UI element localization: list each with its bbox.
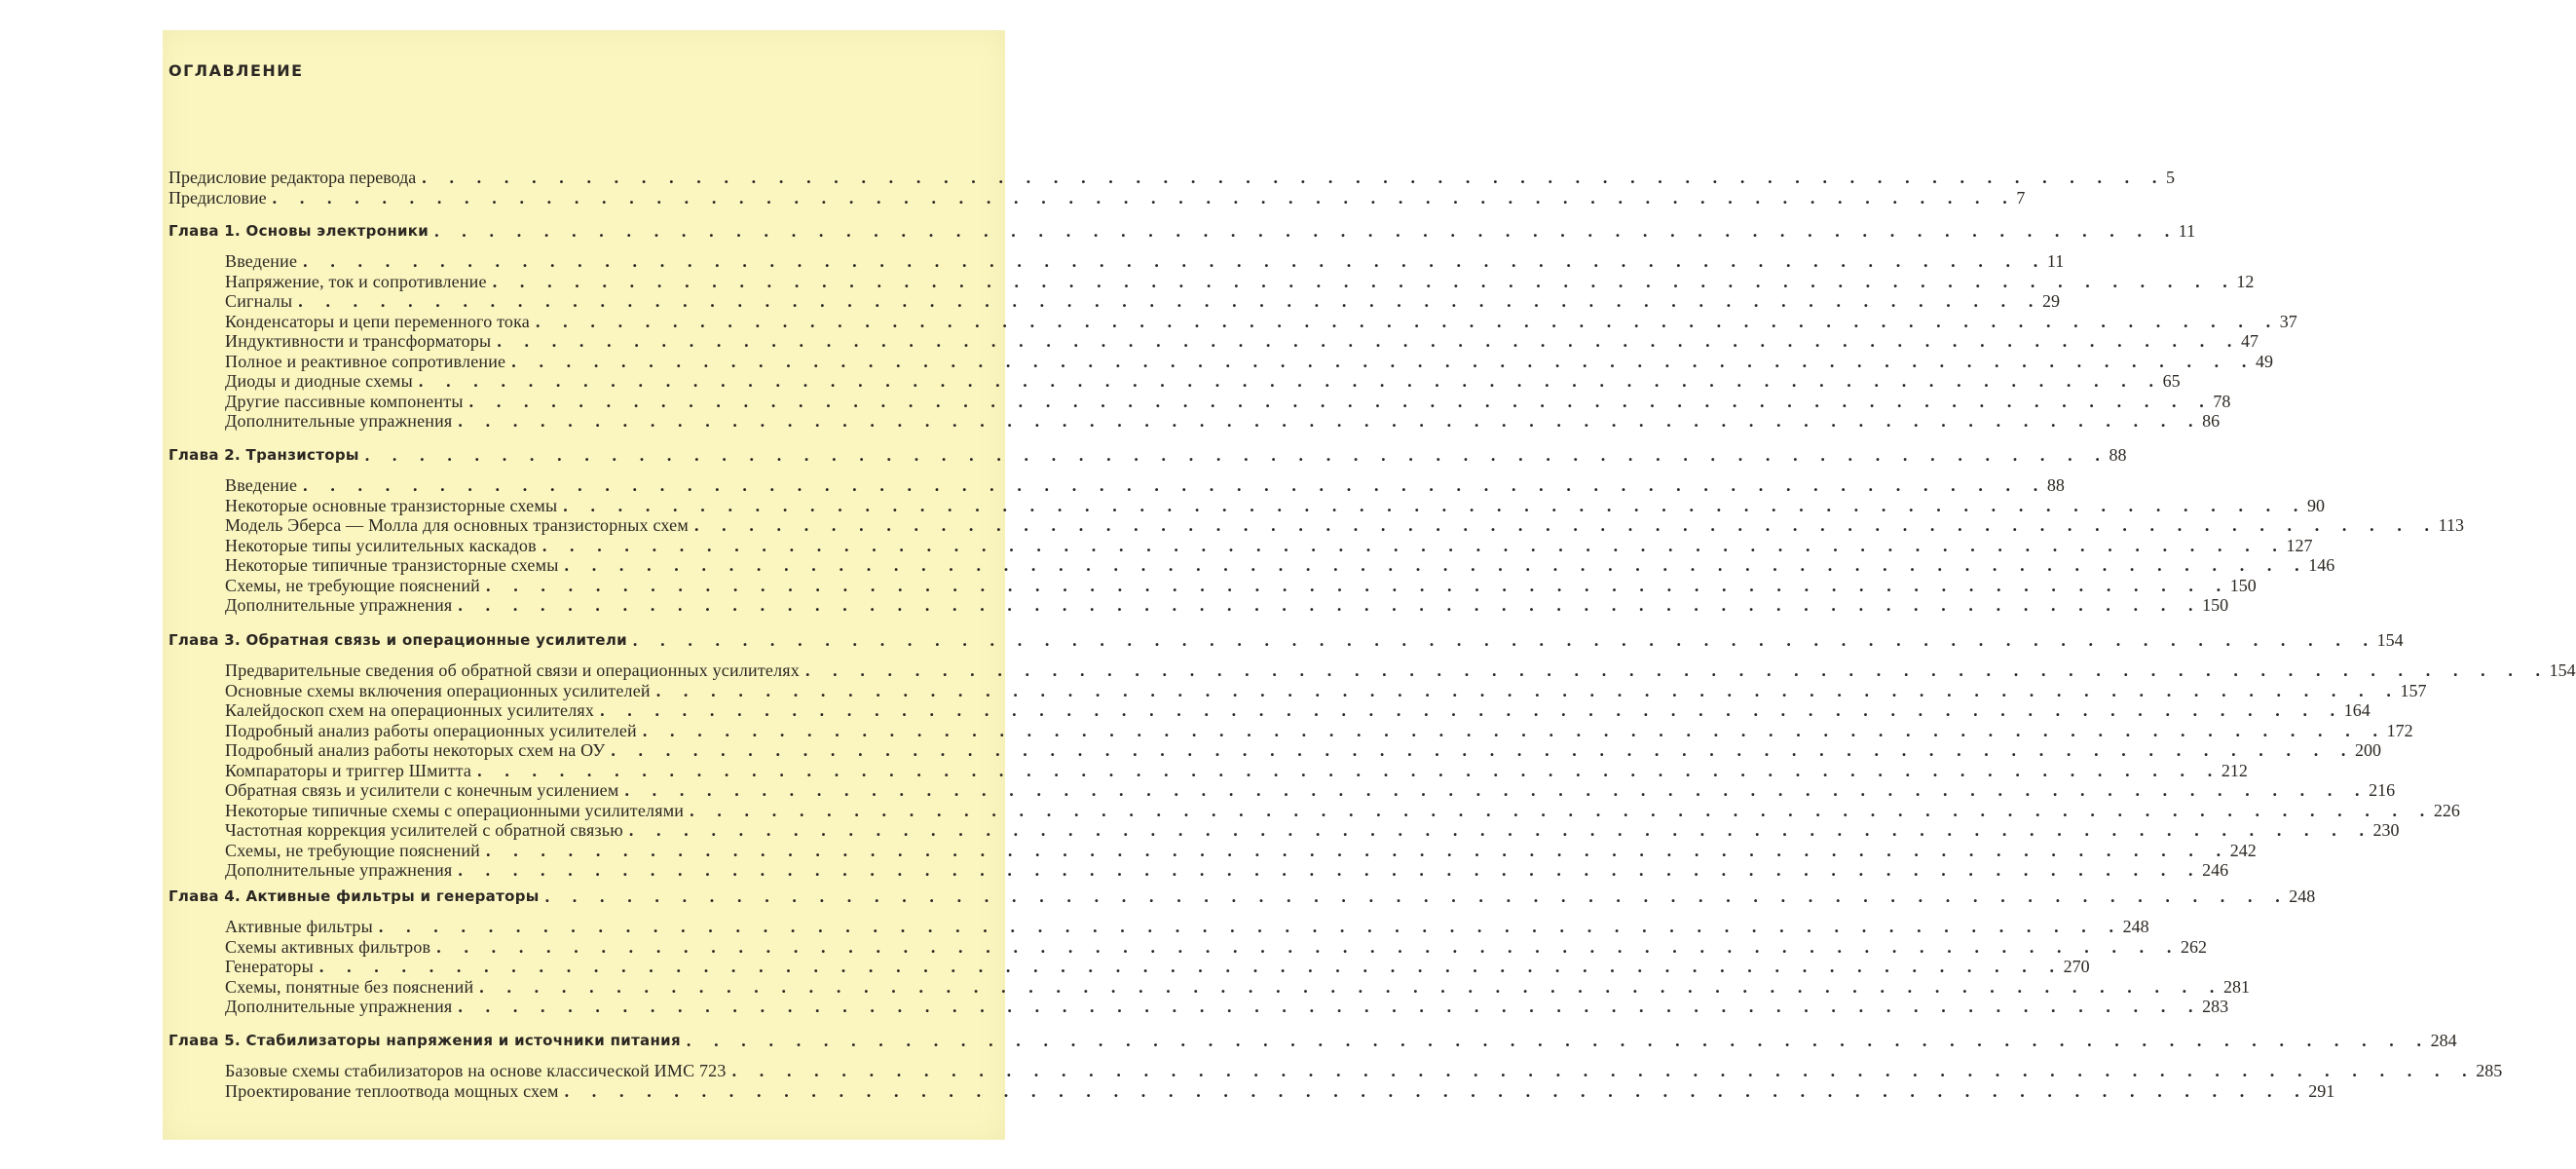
dot-leader: . . . . . . . . . . . . . . . . . . . . . . . . . . . . . . . . . . . . . . . . . . . . . . . . . . . . . . . . . . . . . . . .	[468, 391, 2214, 411]
toc-entry-section-page: 37	[2279, 311, 2297, 331]
dot-leader: . . . . . . . . . . . . . . . . . . . . . . . . . . . . . . . . . . . . . . . . . . . . . . . . . . . . . . . . . . . . . . . .	[686, 1031, 2431, 1050]
dot-leader: . . . . . . . . . . . . . . . . . . . . . . . . . . . . . . . . . . . . . . . . . . . . . . . . . . . . . . . . . . . . . . . .	[600, 700, 2344, 720]
toc-entry-chapter-title: Глава 4. Активные фильтры и генераторы	[168, 887, 540, 905]
toc-entry-section-page: 113	[2438, 515, 2464, 535]
toc-entry-section-title: Индуктивности и трансформаторы	[225, 331, 492, 351]
toc-entry-section	[225, 957, 2090, 976]
dot-leader: . . . . . . . . . . . . . . . . . . . . . . . . . . . . . . . . . . . . . . . . . . . . . . . . . . . . . . . . . . . . . . . .	[303, 475, 2047, 495]
toc-entry-chapter-title: Глава 3. Обратная связь и операционные усилители	[168, 631, 627, 649]
dot-leader: . . . . . . . . . . . . . . . . . . . . . . . . . . . . . . . . . . . . . . . . . . . . . . . . . . . . . . . . . . . . . . . .	[418, 371, 2163, 391]
toc-entry-section-page: 291	[2308, 1080, 2335, 1101]
toc-entry-section-title: Базовые схемы стабилизаторов на основе классической ИМС 723	[225, 1061, 727, 1080]
toc-entry-section-page: 285	[2476, 1061, 2503, 1080]
dot-leader: . . . . . . . . . . . . . . . . . . . . . . . . . . . . . . . . . . . . . . . . . . . . . . . . . . . . . . . . . . . . . . . .	[458, 860, 2203, 880]
toc-entry-section	[225, 495, 2325, 515]
toc-entry-section	[225, 680, 2427, 700]
dot-leader: . . . . . . . . . . . . . . . . . . . . . . . . . . . . . . . . . . . . . . . . . . . . . . . . . . . . . . . . . . . . . . . .	[693, 515, 2439, 535]
toc-entry-section	[225, 760, 2248, 780]
dot-leader: . . . . . . . . . . . . . . . . . . . . . . . . . . . . . . . . . . . . . . . . . . . . . . . . . . . . . . . . . . . . . . . .	[477, 760, 2221, 780]
toc-entry-section-page: 230	[2372, 820, 2400, 840]
toc-entry-section-page: 47	[2241, 331, 2259, 351]
toc-entry-section	[225, 820, 2400, 840]
toc-entry-section	[225, 780, 2396, 800]
toc-entry-section-title: Полное и реактивное сопротивление	[225, 351, 506, 371]
toc-entry-section-page: 150	[2202, 595, 2229, 615]
toc-entry-section-page: 90	[2306, 495, 2325, 515]
toc-entry-section	[225, 271, 2255, 291]
toc-entry-section-title: Предварительные сведения об обратной связи и операционных усилителях	[225, 660, 800, 680]
toc-entry-section-title: Схемы, не требующие пояснений	[225, 575, 481, 595]
toc-entry-chapter	[168, 445, 2127, 465]
toc-entry-section-page: 212	[2221, 760, 2248, 780]
toc-entry-section-page: 65	[2162, 371, 2181, 391]
dot-leader: . . . . . . . . . . . . . . . . . . . . . . . . . . . . . . . . . . . . . . . . . . . . . . . . . . . . . . . . . . . . . . . .	[434, 221, 2179, 241]
toc-entry-section	[225, 371, 2181, 391]
toc-entry-section-page: 12	[2236, 271, 2255, 291]
toc-entry-section-title: Диоды и диодные схемы	[225, 371, 413, 391]
toc-entry-chapter-page: 248	[2289, 886, 2316, 906]
dot-leader: . . . . . . . . . . . . . . . . . . . . . . . . . . . . . . . . . . . . . . . . . . . . . . . . . . . . . . . . . . . . . . . .	[804, 660, 2550, 680]
dot-leader: . . . . . . . . . . . . . . . . . . . . . . . . . . . . . . . . . . . . . . . . . . . . . . . . . . . . . . . . . . . . . . . .	[564, 1080, 2309, 1101]
toc-entry-section-page: 78	[2213, 391, 2231, 411]
dot-leader: . . . . . . . . . . . . . . . . . . . . . . . . . . . . . . . . . . . . . . . . . . . . . . . . . . . . . . . . . . . . . . . .	[511, 351, 2256, 371]
toc-entry-section-title: Некоторые типичные транзисторные схемы	[225, 555, 559, 575]
toc-entry-section	[225, 515, 2464, 535]
toc-entry-section-title: Другие пассивные компоненты	[225, 391, 464, 411]
toc-entry-section	[225, 311, 2297, 331]
toc-entry-chapter	[168, 221, 2196, 241]
dot-leader: . . . . . . . . . . . . . . . . . . . . . . . . . . . . . . . . . . . . . . . . . . . . . . . . . . . . . . . . . . . . . . . .	[564, 555, 2309, 575]
dot-leader: . . . . . . . . . . . . . . . . . . . . . . . . . . . . . . . . . . . . . . . . . . . . . . . . . . . . . . . . . . . . . . . .	[486, 575, 2230, 595]
toc-entry-section-title: Схемы активных фильтров	[225, 936, 431, 957]
toc-entry-chapter-page: 154	[2376, 630, 2404, 650]
toc-entry-section-page: 86	[2202, 411, 2221, 431]
toc-entry-section-page: 49	[2255, 351, 2273, 371]
toc-entry-section-title: Основные схемы включения операционных усилителей	[225, 680, 651, 700]
toc-entry-chapter-page: 284	[2430, 1031, 2457, 1050]
dot-leader: . . . . . . . . . . . . . . . . . . . . . . . . . . . . . . . . . . . . . . . . . . . . . . . . . . . . . . . . . . . . . . . .	[642, 720, 2387, 740]
toc-entry-section	[225, 475, 2065, 495]
toc-entry-section-title: Частотная коррекция усилителей с обратной связью	[225, 820, 623, 840]
toc-entry-section-page: 242	[2229, 840, 2257, 860]
toc-entry-section-page: 88	[2046, 475, 2065, 495]
dot-leader: . . . . . . . . . . . . . . . . . . . . . . . . . . . . . . . . . . . . . . . . . . . . . . . . . . . . . . . . . . . . . . . .	[364, 445, 2109, 465]
toc-entry-chapter	[168, 886, 2316, 906]
toc-entry-section-title: Некоторые основные транзисторные схемы	[225, 495, 558, 515]
toc-entry-chapter-title: Глава 5. Стабилизаторы напряжения и источники питания	[168, 1032, 681, 1049]
dot-leader: . . . . . . . . . . . . . . . . . . . . . . . . . . . . . . . . . . . . . . . . . . . . . . . . . . . . . . . . . . . . . . . .	[690, 800, 2434, 820]
toc-entry-section	[225, 720, 2413, 740]
toc-entry-section-page: 164	[2343, 700, 2371, 720]
toc-entry-section-page: 150	[2229, 575, 2257, 595]
toc-entry-section-title: Сигналы	[225, 291, 293, 311]
toc-entry-front-page: 5	[2165, 168, 2175, 187]
toc-entry-section	[225, 800, 2460, 820]
dot-leader: . . . . . . . . . . . . . . . . . . . . . . . . . . . . . . . . . . . . . . . . . . . . . . . . . . . . . . . . . . . . . . . .	[535, 311, 2280, 331]
toc-entry-section-page: 11	[2046, 251, 2065, 271]
toc-entry-section-page: 157	[2400, 680, 2427, 700]
dot-leader: . . . . . . . . . . . . . . . . . . . . . . . . . . . . . . . . . . . . . . . . . . . . . . . . . . . . . . . . . . . . . . . .	[378, 917, 2123, 936]
dot-leader: . . . . . . . . . . . . . . . . . . . . . . . . . . . . . . . . . . . . . . . . . . . . . . . . . . . . . . . . . . . . . . . .	[436, 936, 2181, 957]
dot-leader: . . . . . . . . . . . . . . . . . . . . . . . . . . . . . . . . . . . . . . . . . . . . . . . . . . . . . . . . . . . . . . . .	[632, 630, 2377, 650]
toc-entry-section-page: 154	[2549, 660, 2576, 680]
toc-entry-section-page: 248	[2122, 917, 2149, 936]
toc-entry-section	[225, 251, 2065, 271]
toc-entry-section-title: Компараторы и триггер Шмитта	[225, 760, 472, 780]
dot-leader: . . . . . . . . . . . . . . . . . . . . . . . . . . . . . . . . . . . . . . . . . . . . . . . . . . . . . . . . . . . . . . . .	[611, 740, 2356, 760]
dot-leader: . . . . . . . . . . . . . . . . . . . . . . . . . . . . . . . . . . . . . . . . . . . . . . . . . . . . . . . . . . . . . . . .	[298, 291, 2042, 311]
toc-entry-front-title: Предисловие редактора перевода	[168, 168, 417, 187]
toc-entry-section	[225, 595, 2229, 615]
dot-leader: . . . . . . . . . . . . . . . . . . . . . . . . . . . . . . . . . . . . . . . . . . . . . . . . . . . . . . . . . . . . . . . .	[303, 251, 2047, 271]
dot-leader: . . . . . . . . . . . . . . . . . . . . . . . . . . . . . . . . . . . . . . . . . . . . . . . . . . . . . . . . . . . . . . . .	[497, 331, 2242, 351]
toc-entry-section-title: Дополнительные упражнения	[225, 997, 453, 1016]
toc-entry-section-title: Схемы, понятные без пояснений	[225, 976, 474, 997]
toc-entry-section	[225, 331, 2259, 351]
toc-entry-section-title: Подробный анализ работы некоторых схем на ОУ	[225, 740, 606, 760]
toc-entry-section-title: Схемы, не требующие пояснений	[225, 840, 481, 860]
toc-entry-section-page: 216	[2369, 780, 2396, 800]
dot-leader: . . . . . . . . . . . . . . . . . . . . . . . . . . . . . . . . . . . . . . . . . . . . . . . . . . . . . . . . . . . . . . . .	[563, 495, 2307, 515]
page-title: ОГЛАВЛЕНИЕ	[168, 61, 304, 80]
toc-entry-section-page: 281	[2222, 976, 2250, 997]
toc-entry-section-title: Обратная связь и усилители с конечным усилением	[225, 780, 619, 800]
book-page	[163, 30, 2576, 1140]
toc-entry-front-page: 7	[2016, 188, 2026, 207]
toc-entry-front-title: Предисловие	[168, 188, 267, 207]
toc-entry-section-page: 200	[2355, 740, 2382, 760]
toc-entry-section	[225, 840, 2257, 860]
dot-leader: . . . . . . . . . . . . . . . . . . . . . . . . . . . . . . . . . . . . . . . . . . . . . . . . . . . . . . . . . . . . . . . .	[458, 997, 2203, 1016]
toc-entry-section	[225, 391, 2231, 411]
toc-entry-section-title: Дополнительные упражнения	[225, 411, 453, 431]
dot-leader: . . . . . . . . . . . . . . . . . . . . . . . . . . . . . . . . . . . . . . . . . . . . . . . . . . . . . . . . . . . . . . . .	[458, 411, 2203, 431]
toc-entry-section-title: Напряжение, ток и сопротивление	[225, 271, 487, 291]
toc-entry-section	[225, 860, 2229, 880]
dot-leader: . . . . . . . . . . . . . . . . . . . . . . . . . . . . . . . . . . . . . . . . . . . . . . . . . . . . . . . . . . . . . . . .	[479, 976, 2223, 997]
toc-entry-front	[168, 168, 2175, 187]
toc-entry-section	[225, 291, 2060, 311]
toc-entry-section	[225, 740, 2382, 760]
toc-entry-section	[225, 976, 2250, 997]
toc-entry-section-page: 172	[2386, 720, 2413, 740]
dot-leader: . . . . . . . . . . . . . . . . . . . . . . . . . . . . . . . . . . . . . . . . . . . . . . . . . . . . . . . . . . . . . . . .	[318, 957, 2064, 976]
toc-entry-section	[225, 535, 2313, 555]
toc-entry-section	[225, 700, 2371, 720]
toc-entry-chapter	[168, 1031, 2457, 1050]
toc-entry-section-title: Введение	[225, 251, 298, 271]
toc-entry-section-title: Дополнительные упражнения	[225, 860, 453, 880]
dot-leader: . . . . . . . . . . . . . . . . . . . . . . . . . . . . . . . . . . . . . . . . . . . . . . . . . . . . . . . . . . . . . . . .	[624, 780, 2370, 800]
toc-entry-section-title: Введение	[225, 475, 298, 495]
toc-entry-section-title: Подробный анализ работы операционных усилителей	[225, 720, 637, 740]
toc-entry-section-title: Модель Эберса — Молла для основных транзисторных схем	[225, 515, 689, 535]
toc-entry-section-title: Дополнительные упражнения	[225, 595, 453, 615]
toc-entry-section	[225, 997, 2229, 1016]
toc-entry-section-title: Активные фильтры	[225, 917, 373, 936]
dot-leader: . . . . . . . . . . . . . . . . . . . . . . . . . . . . . . . . . . . . . . . . . . . . . . . . . . . . . . . . . . . . . . . .	[655, 680, 2401, 700]
toc-entry-section	[225, 660, 2576, 680]
toc-entry-section-page: 146	[2308, 555, 2335, 575]
toc-entry-section-title: Калейдоскоп схем на операционных усилителях	[225, 700, 595, 720]
dot-leader: . . . . . . . . . . . . . . . . . . . . . . . . . . . . . . . . . . . . . . . . . . . . . . . . . . . . . . . . . . . . . . . .	[544, 886, 2290, 906]
dot-leader: . . . . . . . . . . . . . . . . . . . . . . . . . . . . . . . . . . . . . . . . . . . . . . . . . . . . . . . . . . . . . . . .	[458, 595, 2203, 615]
dot-leader: . . . . . . . . . . . . . . . . . . . . . . . . . . . . . . . . . . . . . . . . . . . . . . . . . . . . . . . . . . . . . . . .	[486, 840, 2230, 860]
toc-entry-chapter-page: 88	[2109, 445, 2127, 465]
toc-entry-section	[225, 575, 2257, 595]
toc-entry-section	[225, 1061, 2503, 1080]
toc-entry-section	[225, 351, 2273, 371]
toc-entry-section-title: Проектирование теплоотвода мощных схем	[225, 1080, 559, 1101]
dot-leader: . . . . . . . . . . . . . . . . . . . . . . . . . . . . . . . . . . . . . . . . . . . . . . . . . . . . . . . . . . . . . . . .	[541, 535, 2287, 555]
toc-entry-section-title: Некоторые типы усилительных каскадов	[225, 535, 537, 555]
toc-entry-chapter-page: 11	[2178, 221, 2196, 241]
dot-leader: . . . . . . . . . . . . . . . . . . . . . . . . . . . . . . . . . . . . . . . . . . . . . . . . . . . . . . . . . . . . . . . .	[628, 820, 2373, 840]
dot-leader: . . . . . . . . . . . . . . . . . . . . . . . . . . . . . . . . . . . . . . . . . . . . . . . . . . . . . . . . . . . . . . . .	[492, 271, 2237, 291]
toc-entry-section-title: Конденсаторы и цепи переменного тока	[225, 311, 530, 331]
toc-entry-section-page: 246	[2202, 860, 2229, 880]
dot-leader: . . . . . . . . . . . . . . . . . . . . . . . . . . . . . . . . . . . . . . . . . . . . . . . . . . . . . . . . . . . . . . . .	[731, 1061, 2477, 1080]
toc-entry-section	[225, 1080, 2335, 1101]
toc-entry-chapter	[168, 630, 2404, 650]
toc-entry-section-title: Некоторые типичные схемы с операционными усилителями	[225, 800, 685, 820]
toc-entry-section-page: 127	[2286, 535, 2313, 555]
toc-entry-section-page: 29	[2041, 291, 2060, 311]
toc-entry-section	[225, 917, 2149, 936]
dot-leader: . . . . . . . . . . . . . . . . . . . . . . . . . . . . . . . . . . . . . . . . . . . . . . . . . . . . . . . . . . . . . . . .	[422, 168, 2166, 187]
toc-entry-section-page: 262	[2180, 936, 2207, 957]
dot-leader: . . . . . . . . . . . . . . . . . . . . . . . . . . . . . . . . . . . . . . . . . . . . . . . . . . . . . . . . . . . . . . . .	[272, 188, 2017, 207]
toc-entry-section-title: Генераторы	[225, 957, 314, 976]
toc-entry-section	[225, 411, 2221, 431]
toc-entry-chapter-title: Глава 1. Основы электроники	[168, 222, 429, 240]
toc-entry-front	[168, 188, 2026, 207]
toc-entry-section	[225, 936, 2207, 957]
toc-entry-section-page: 283	[2202, 997, 2229, 1016]
toc-entry-chapter-title: Глава 2. Транзисторы	[168, 446, 359, 464]
toc-entry-section	[225, 555, 2335, 575]
toc-entry-section-page: 226	[2433, 800, 2460, 820]
toc-entry-section-page: 270	[2063, 957, 2090, 976]
